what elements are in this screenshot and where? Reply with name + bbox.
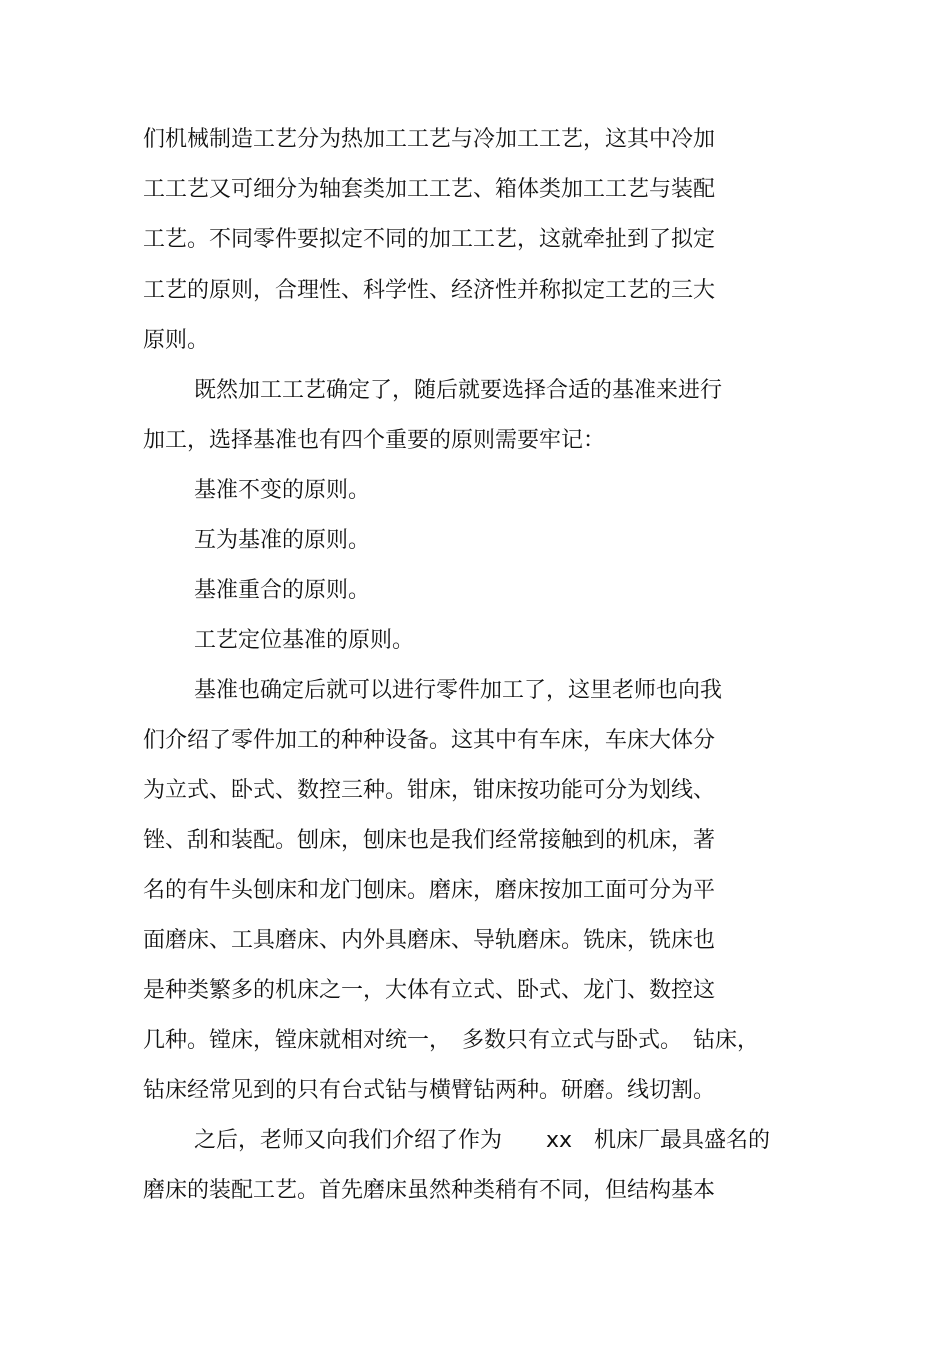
text-line: 是种类繁多的机床之一，大体有立式、卧式、龙门、数控这 <box>143 978 716 1003</box>
list-item: 基准不变的原则。 <box>194 478 371 503</box>
text-line: 钻床经常见到的只有台式钻与横臂钻两种。研磨。线切割。 <box>143 1078 716 1103</box>
text-line: 基准也确定后就可以进行零件加工了，这里老师也向我 <box>194 678 723 703</box>
text-line: 面磨床、工具磨床、内外具磨床、导轨磨床。铣床，铣床也 <box>143 928 716 953</box>
text-line: 工艺的原则，合理性、科学性、经济性并称拟定工艺的三大 <box>143 278 716 303</box>
text-line: 工艺。不同零件要拟定不同的加工工艺，这就牵扯到了拟定 <box>143 227 716 252</box>
text-line: 磨床的装配工艺。首先磨床虽然种类稍有不同，但结构基本 <box>143 1178 716 1203</box>
text-line: 既然加工工艺确定了，随后就要选择合适的基准来进行 <box>194 378 723 403</box>
list-item: 基准重合的原则。 <box>194 578 371 603</box>
text-line: 为立式、卧式、数控三种。钳床，钳床按功能可分为划线、 <box>143 778 716 803</box>
text-line: 名的有牛头刨床和龙门刨床。磨床，磨床按加工面可分为平 <box>143 878 716 903</box>
text-line: 锉、刮和装配。刨床，刨床也是我们经常接触到的机床，著 <box>143 828 716 853</box>
text-line: 原则。 <box>143 328 210 353</box>
text-line: 加工，选择基准也有四个重要的原则需要牢记： <box>143 428 606 453</box>
text-line: 们介绍了零件加工的种种设备。这其中有车床，车床大体分 <box>143 728 716 753</box>
text-line: 几种。镗床，镗床就相对统一， 多数只有立式与卧式。 钻床， <box>143 1028 760 1053</box>
list-item: 工艺定位基准的原则。 <box>194 628 415 653</box>
text-line: 之后，老师又向我们介绍了作为 xx 机床厂最具盛名的 <box>194 1128 771 1153</box>
list-item: 互为基准的原则。 <box>194 528 371 553</box>
text-line: 们机械制造工艺分为热加工工艺与冷加工工艺，这其中冷加 <box>143 127 716 152</box>
text-line: 工工艺又可细分为轴套类加工工艺、箱体类加工工艺与装配 <box>143 177 716 202</box>
